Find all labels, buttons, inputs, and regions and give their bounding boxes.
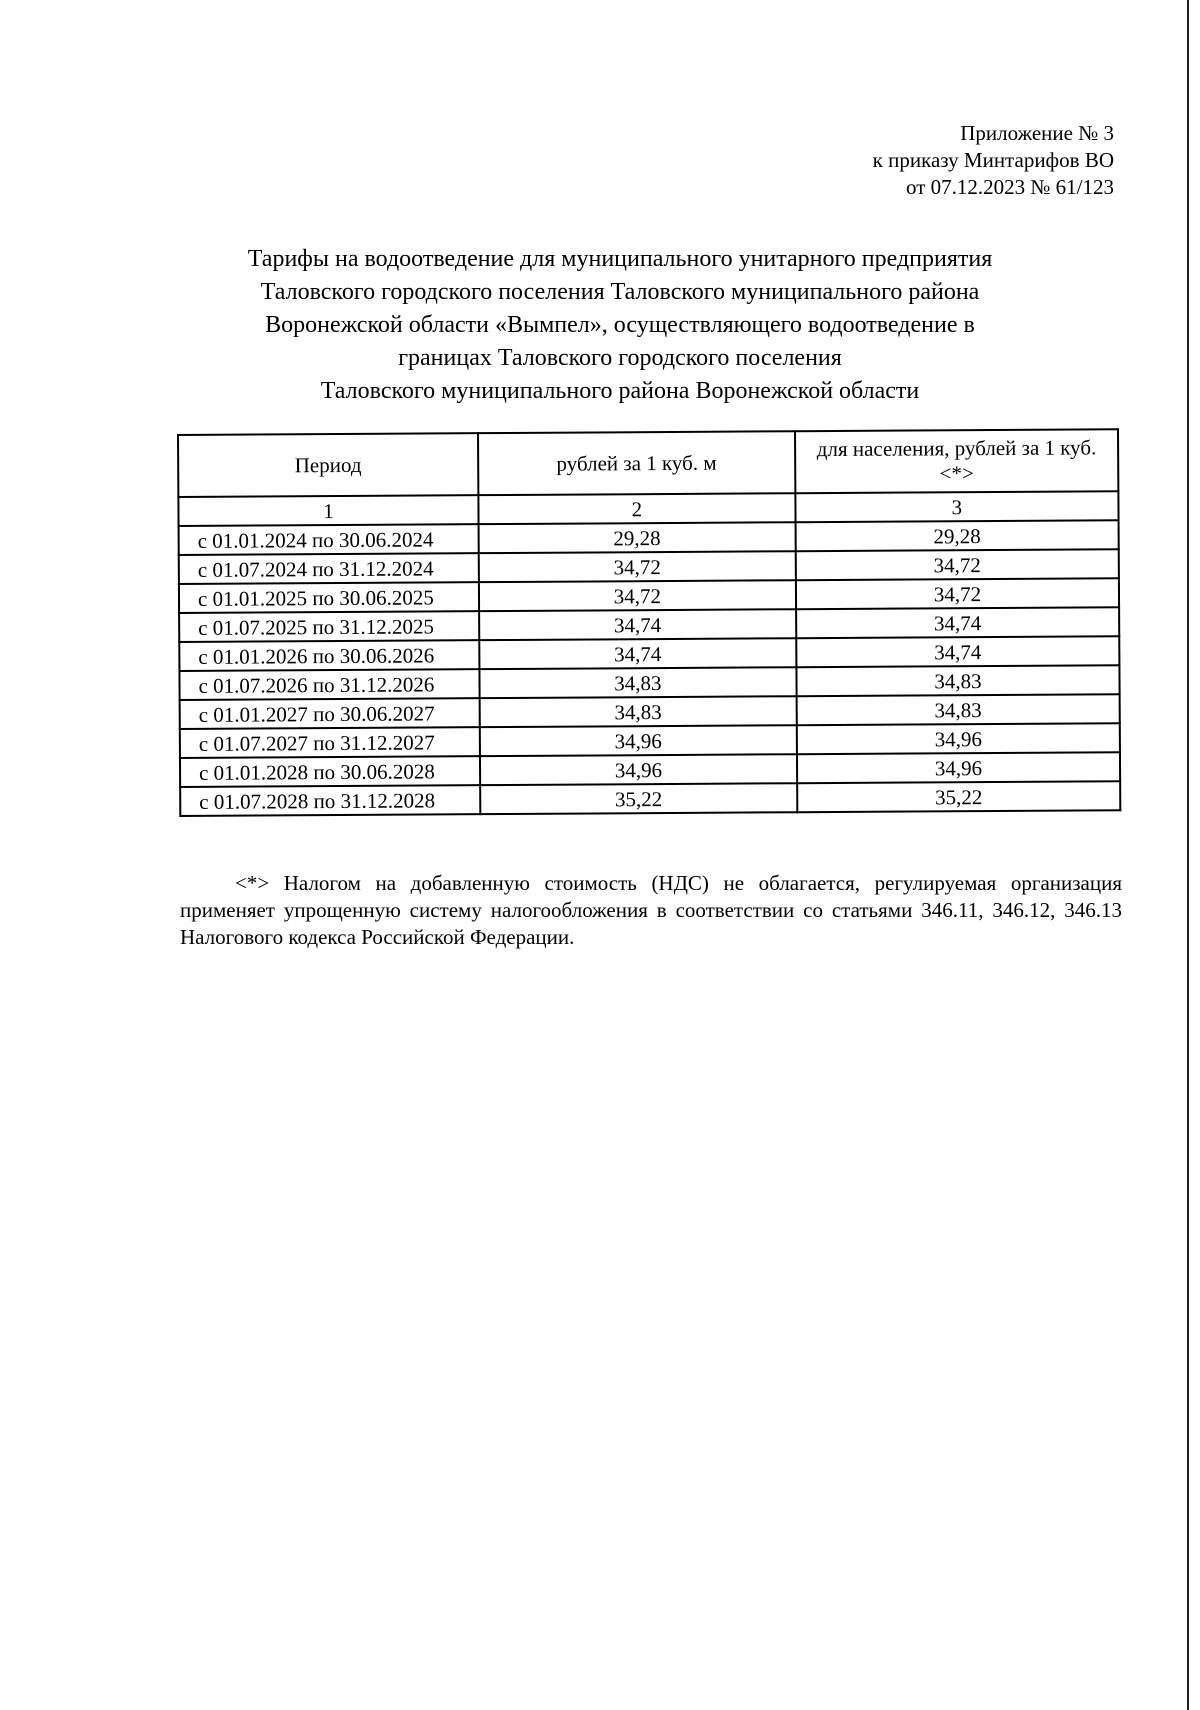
table-row — [180, 781, 1120, 816]
rate-cell: 29,28 — [478, 522, 795, 553]
population-rate-cell: 34,96 — [797, 723, 1120, 754]
approval-block — [873, 120, 1114, 201]
population-rate-cell: 34,96 — [797, 752, 1120, 783]
period-cell: с 01.07.2025 по 31.12.2025 — [179, 611, 479, 642]
header-rate: рублей за 1 куб. м — [478, 431, 795, 495]
period-cell: с 01.01.2025 по 30.06.2025 — [179, 582, 479, 613]
header-period: Период — [178, 433, 478, 497]
population-rate-cell: 34,74 — [796, 636, 1119, 667]
table-header-row — [178, 429, 1118, 497]
period-cell: с 01.07.2027 по 31.12.2027 — [180, 727, 480, 758]
title-line: границах Таловского городского поселения — [398, 345, 842, 371]
period-cell: с 01.07.2024 по 31.12.2024 — [179, 553, 479, 584]
tariff-table — [177, 428, 1121, 817]
title-line: Таловского городского поселения Таловского муниципального района — [260, 279, 980, 305]
rate-cell: 35,22 — [480, 783, 797, 814]
rate-cell: 34,72 — [479, 580, 796, 611]
population-rate-cell: 34,83 — [796, 694, 1119, 725]
vat-footnote: <*> Налогом на добавленную стоимость (НДС) не облагается, регулируемая организация применяет упрощенную систему налогообложения в соответствии со статьями 346.11, 346.12, 346.13 Налогового кодекса Российской Федерации. — [180, 871, 1122, 949]
approval-order-date: от 07.12.2023 № 61/123 — [905, 175, 1114, 199]
rate-cell: 34,74 — [479, 609, 796, 640]
population-rate-cell: 34,72 — [796, 549, 1119, 580]
rate-cell: 34,96 — [480, 725, 797, 756]
approval-order-reference: к приказу Минтарифов ВО — [872, 148, 1114, 172]
population-rate-cell: 34,74 — [796, 607, 1119, 638]
period-cell: с 01.07.2028 по 31.12.2028 — [180, 785, 480, 816]
header-population-rate: для населения, рублей за 1 куб. <*> — [795, 429, 1119, 493]
period-cell: с 01.01.2026 по 30.06.2026 — [179, 640, 479, 671]
document-title — [180, 243, 1060, 408]
rate-cell: 34,74 — [479, 638, 796, 669]
period-cell: с 01.01.2027 по 30.06.2027 — [180, 698, 480, 729]
rate-cell: 34,83 — [479, 696, 796, 727]
rate-cell: 34,72 — [479, 551, 796, 582]
period-cell: с 01.07.2026 по 31.12.2026 — [179, 669, 479, 700]
period-cell: с 01.01.2024 по 30.06.2024 — [179, 524, 479, 555]
population-rate-cell: 29,28 — [795, 520, 1118, 551]
title-line: Таловского муниципального района Воронежской области — [320, 378, 920, 404]
title-line: Тарифы на водоотведение для муниципального унитарного предприятия — [247, 246, 993, 272]
column-number: 3 — [795, 491, 1118, 522]
scan-edge-line — [1187, 0, 1189, 1710]
approval-appendix-number: Приложение № 3 — [960, 121, 1114, 145]
title-line: Воронежской области «Вымпел», осуществляющего водоотведение в — [265, 312, 975, 338]
population-rate-cell: 34,83 — [796, 665, 1119, 696]
rate-cell: 34,83 — [479, 667, 796, 698]
column-number: 1 — [178, 495, 478, 526]
population-rate-cell: 35,22 — [797, 781, 1120, 812]
period-cell: с 01.01.2028 по 30.06.2028 — [180, 756, 480, 787]
column-number: 2 — [478, 493, 795, 524]
population-rate-cell: 34,72 — [796, 578, 1119, 609]
rate-cell: 34,96 — [480, 754, 797, 785]
